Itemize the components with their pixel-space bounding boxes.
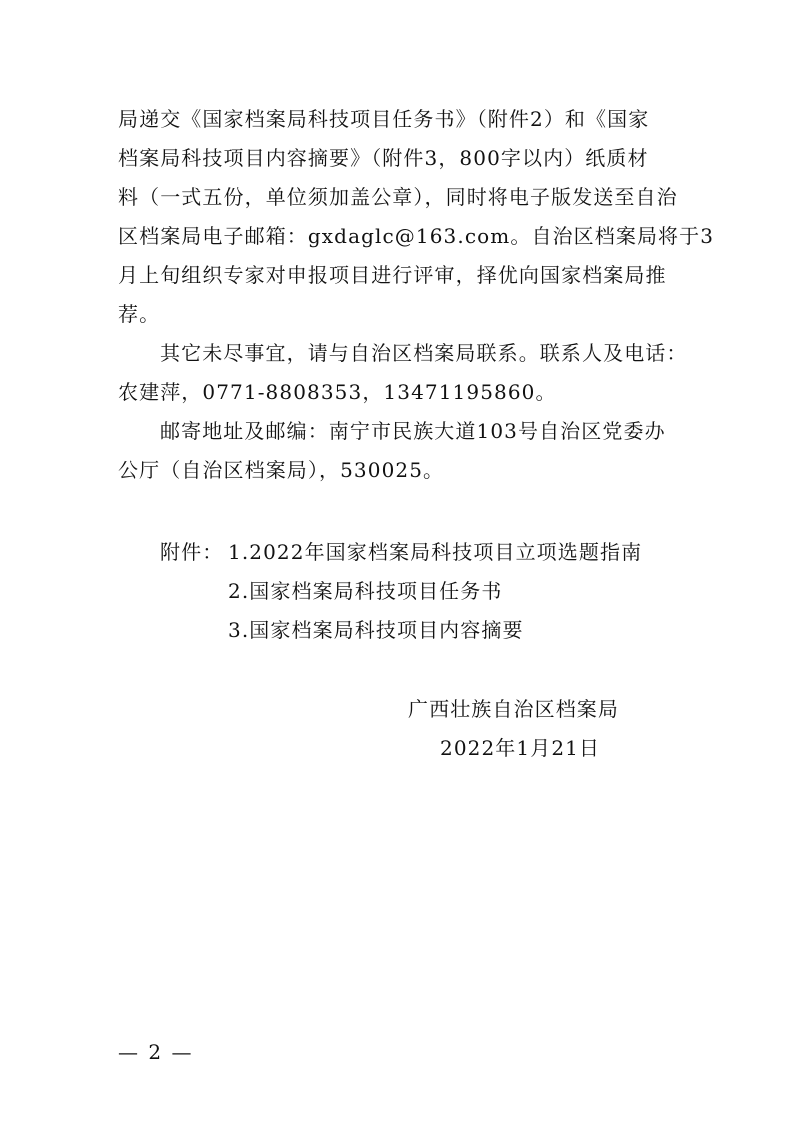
- text-line: 料（一式五份，单位须加盖公章），同时将电子版发送至自治: [118, 185, 678, 209]
- text-line: 区档案局电子邮箱：gxdaglc@163.com。自治区档案局将于3: [118, 224, 715, 248]
- attachment-row: [160, 533, 642, 572]
- text-line: 公厅（自治区档案局），530025。: [118, 458, 445, 482]
- text-line: 档案局科技项目内容摘要》（附件3，800字以内）纸质材: [118, 146, 649, 170]
- signature-block: [408, 690, 619, 768]
- text-line: 荐。: [118, 302, 161, 326]
- signature-date: 2022年1月21日: [440, 736, 601, 760]
- attachments-list: [160, 533, 642, 650]
- paragraph-address: [118, 412, 678, 490]
- text-line: 农建萍，0771-8808353，13471195860。: [118, 380, 557, 404]
- attachments-label: 附件：: [160, 540, 224, 564]
- attachment-item: 3.国家档案局科技项目内容摘要: [228, 618, 524, 642]
- attachment-item: 2.国家档案局科技项目任务书: [228, 579, 503, 603]
- text-line: 局递交《国家档案局科技项目任务书》（附件2）和《国家: [118, 107, 650, 131]
- text-line: 邮寄地址及邮编：南宁市民族大道103号自治区党委办: [160, 419, 666, 443]
- text-line: 月上旬组织专家对申报项目进行评审，择优向国家档案局推: [118, 263, 667, 287]
- paragraph-contact: [118, 334, 688, 412]
- attachment-row: [160, 611, 642, 650]
- attachment-spacer: [160, 572, 228, 611]
- attachment-item: 1.2022年国家档案局科技项目立项选题指南: [228, 540, 643, 564]
- signature-org: 广西壮族自治区档案局: [408, 697, 619, 721]
- text-line: 其它未尽事宜，请与自治区档案局联系。联系人及电话：: [160, 341, 688, 365]
- attachment-spacer: [160, 611, 228, 650]
- paragraph-submission: [118, 100, 715, 334]
- body-text: [118, 100, 715, 490]
- page-number: — 2 —: [118, 1040, 194, 1064]
- attachment-row: [160, 572, 642, 611]
